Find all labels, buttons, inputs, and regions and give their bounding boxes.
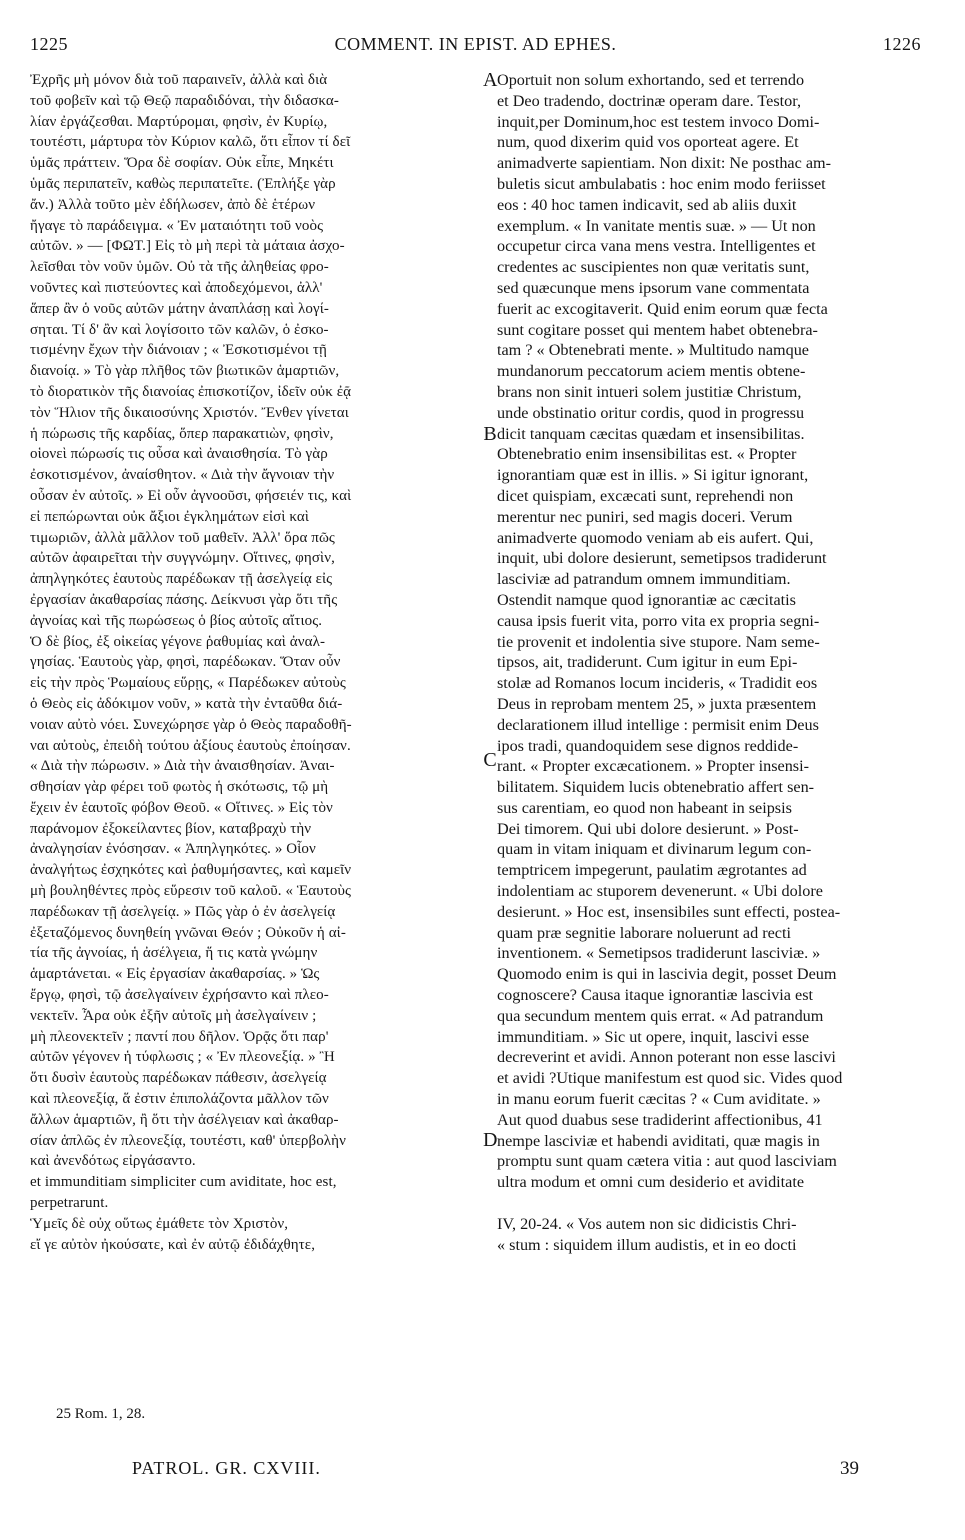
greek-text-line: αὐτῶν ἀφαιρεῖται τὴν συγγνώμην. Οἵτινες, φησὶν,	[30, 550, 335, 567]
greek-text-line: αὐτῶν. » — [ΦΩΤ.] Εἰς τὸ μὴ περὶ τὰ μάταια ἀσχο-	[30, 238, 345, 255]
greek-text-line: καὶ πλεονεξίᾳ, ἅ ἐστιν ἐπιπολάζοντα μᾶλλον τῶν	[30, 1091, 329, 1108]
latin-text-line: tie provenit et indolentia sive stupore. Nam seme-	[497, 632, 820, 651]
greek-text-line: σηται. Τί δ' ἂν καὶ λογίσοιτο τῶν καλῶν, ὁ ἐσκο-	[30, 321, 329, 338]
latin-text-line: desierunt. » Hoc est, insensibiles sunt effecti, postea-	[497, 902, 841, 921]
latin-text-line: in manu eorum fuerit cæcitas ? « Cum aviditate. »	[497, 1090, 821, 1109]
latin-text-line: unde obstinatio oritur cordis, quod in progressu	[497, 403, 805, 422]
greek-text-line: ναι αὐτοὺς, ἐπειδὴ τούτου ἀξίους ἑαυτοὺς ἐποίησαν.	[30, 737, 351, 754]
latin-text-line: tam ? « Obtenebrati mente. » Multitudo namque	[497, 341, 809, 360]
margin-marker-d: D	[483, 1129, 498, 1151]
greek-text-line: σθησίαν γὰρ φέρει τοῦ φωτὸς ἡ σκότωσις, τῷ μὴ	[30, 779, 329, 796]
running-head	[30, 34, 921, 58]
margin-marker-a: A	[483, 69, 498, 91]
latin-text-line: indolentiam ac stuporem devenerunt. « Ubi dolore	[497, 882, 823, 901]
greek-text-line: νεκτεῖν. Ἆρα οὐκ ἐξῆν αὐτοῖς μὴ ἀσελγαίνειν ;	[30, 1007, 317, 1024]
latin-text-line: immunditiam. » Sic ut opere, inquit, lascivi esse	[497, 1027, 810, 1046]
latin-text-line: Ostendit namque quod ignorantiæ ac cæcitatis	[497, 590, 796, 609]
latin-text-line: mundanorum peccatorum aciem mentis obtene-	[497, 362, 806, 381]
greek-text-line: νοιαν αὐτὸ νόει. Συνεχώρησε γὰρ ὁ Θεὸς παραδοθῆ-	[30, 716, 352, 733]
latin-text-line: animadverte sapientiam. Non dixit: Ne posthac am-	[497, 154, 831, 173]
latin-text-line: credentes ac suscipientes non quæ veritatis sunt,	[497, 258, 810, 277]
running-title: COMMENT. IN EPIST. AD EPHES.	[334, 34, 617, 54]
latin-text-line: lasciviæ ad patrandum omnem immunditiam.	[497, 570, 791, 589]
footnote: 25 Rom. 1, 28.	[56, 1406, 146, 1422]
latin-text-line: buletis sicut ambulabatis : hoc enim modo feriisset	[497, 174, 826, 193]
greek-text-line: λεῖσθαι τὸν νοῦν ὑμῶν. Οὐ τὰ τῆς ἀληθείας φρο-	[30, 259, 329, 276]
latin-text-line: eos : 40 hoc tamen indicavit, sed ab aliis duxit	[497, 195, 797, 214]
left-column-number: 1225	[30, 34, 68, 54]
greek-text-line: ἅπερ ἂν ὁ νοῦς αὐτῶν μάτην ἀναπλάσῃ καὶ λογί-	[30, 300, 329, 317]
greek-text-line: οὖσαν ἐν αὐτοῖς. » Εἰ οὖν ἀγνοοῦσι, φήσειέν τις, καὶ	[30, 487, 352, 504]
greek-text-line: τισμένην ἔχων τὴν διάνοιαν ; « Ἐσκοτισμένοι τῇ	[30, 342, 327, 359]
latin-text-line	[497, 1193, 936, 1214]
latin-text-line: occupetur circa vana mens vestra. Intelligentes et	[497, 237, 816, 256]
latin-text-line: Obtenebratio enim insensibilitas est. « Propter	[497, 445, 797, 464]
greek-text-line: ὑμᾶς περιπατεῖν, καθὼς περιπατεῖτε. (Ἐπλήξε γὰρ	[30, 175, 336, 192]
latin-text-line: et avidi ?Utique manifestum est quod sic. Vides quod	[497, 1069, 843, 1088]
latin-text-line: sunt cogitare posset qui mentem habet obtenebra-	[497, 320, 818, 339]
text-columns	[30, 70, 936, 1318]
greek-text-line: μὴ πλεονεκτεῖν ; παντί που δῆλον. Ὁρᾷς ὅτι παρ'	[30, 1028, 329, 1045]
greek-text-line: ἀναλγησίαν ἐνόσησαν. « Ἀπηλγηκότες. » Οἷον	[30, 841, 316, 858]
margin-marker-b: B	[483, 423, 497, 445]
latin-text-line: temptricem impegerunt, paulatim ægrotantes ad	[497, 861, 807, 880]
latin-text-line: promptu sunt quam cætera vitia : aut quod lasciviam	[497, 1152, 837, 1171]
greek-text-line: ἀναλγήτως ἐσχηκότες καὶ ῥαθυμήσαντες, καὶ καμεῖν	[30, 862, 352, 879]
greek-text-line: αὐτῶν γέγονεν ἡ τύφλωσις ; « Ἐν πλεονεξίᾳ. » Ἢ	[30, 1049, 335, 1066]
greek-text-line: perpetrarunt.	[30, 1195, 109, 1212]
latin-text-line: decreverint et avidi. Annon poterant non esse lascivi	[497, 1048, 836, 1067]
latin-text-line: Oportuit non solum exhortando, sed et terrendo	[497, 71, 805, 89]
latin-text-line: inquit, ubi dolore desierunt, semetipsos tradiderunt	[497, 549, 827, 568]
latin-text-line: exemplum. « In vanitate mentis suæ. » — Ut non	[497, 216, 816, 235]
latin-text-line: rant. « Propter excæcationem. » Propter insensi-	[497, 757, 809, 776]
greek-text-line: παράνομον ἐξοκείλαντες βίον, καταβραχὺ τὴν	[30, 820, 312, 837]
greek-text-line: τουτέστι, μάρτυρα τὸν Κύριον καλῶ, ὅτι εἶπον τί δεῖ	[30, 134, 351, 151]
page-number: 39	[840, 1458, 859, 1479]
latin-text-line: inquit,per Dominum,hoc est testem invoco Domi-	[497, 112, 820, 131]
greek-text-line: ἀγνοίας καὶ τῆς πωρώσεως ὁ βίος αὐτοῖς αἴτιος.	[30, 612, 323, 629]
latin-text-line: nempe lasciviæ et habendi aviditati, quæ magis in	[497, 1131, 820, 1150]
greek-text-line: ὑμᾶς πράττειν. Ὅρα δὲ σοφίαν. Οὐκ εἶπε, Μηκέτι	[30, 155, 334, 172]
latin-text-line: brans non sinit intueri solem justitiæ Christum,	[497, 382, 802, 401]
greek-text-line: ἄν.) Ἀλλὰ τοῦτο μὲν ἐδήλωσεν, ἀπὸ δὲ ἑτέρων	[30, 196, 316, 213]
latin-text-line: ignorantiam quæ est in illis. » Si igitur ignorant,	[497, 466, 809, 485]
latin-text-line: Aut quod duabus sese tradiderint affectionibus, 41	[497, 1110, 823, 1129]
greek-text-line: « Διὰ τὴν πώρωσιν. » Διὰ τὴν ἀναισθησίαν. Ἀναι-	[30, 758, 335, 775]
greek-text-line: εἴ γε αὐτὸν ἠκούσατε, καὶ ἐν αὐτῷ ἐδιδάχθητε,	[30, 1236, 316, 1253]
latin-text-line: sus carentiam, eo quod non habeant in seipsis	[497, 798, 792, 817]
latin-text-line: et Deo tradendo, doctrinæ operam dare. Testor,	[497, 91, 802, 110]
greek-text-line: Ὁ δὲ βίος, ἐξ οἰκείας γέγονε ῥαθυμίας καὶ ἀναλ-	[30, 633, 326, 650]
greek-text-line: τὸν Ἥλιον τῆς δικαιοσύνης Χριστόν. Ἔνθεν γίνεται	[30, 404, 349, 421]
latin-text-line: ultra modum et omni cum desiderio et aviditate	[497, 1173, 805, 1192]
greek-text-line: λίαν ἐργάζεσθαι. Μαρτύρομαι, φησὶν, ἐν Κυρίῳ,	[30, 113, 328, 130]
right-column-number: 1226	[883, 34, 921, 54]
greek-text-line: οἱονεὶ πώρωσίς τις οὖσα καὶ ἀναισθησία. Τὸ γὰρ	[30, 446, 328, 463]
greek-text-line: ἐσκοτισμένον, ἀναίσθητον. « Διὰ τὴν ἄγνοιαν τὴν	[30, 467, 335, 484]
greek-text-line: ὅτι δυσὶν ἑαυτοὺς παρέδωκαν πάθεσιν, ἀσελγείᾳ	[30, 1070, 327, 1087]
latin-text-line: quam in vitam iniquam et divinarum legum con-	[497, 840, 812, 859]
greek-text-line: τοῦ φοβεῖν καὶ τῷ Θεῷ παραδιδόναι, τὴν διδασκα-	[30, 92, 339, 109]
greek-text-line: ἤγαγε τὸ παράδειγμα. « Ἐν ματαιότητι τοῦ νοὸς	[30, 217, 324, 234]
margin-marker-c: C	[483, 749, 497, 771]
greek-text-line: τία τῆς ἀγνοίας, ἡ ἀσέλγεια, ἥ τις κατὰ γνώμην	[30, 945, 318, 962]
greek-text-line: τιμωριῶν, ἀλλὰ μᾶλλον τοῦ μαθεῖν. Ἀλλ' ὅρα πῶς	[30, 529, 335, 546]
latin-text-line: dicet quispiam, excæcati sunt, reprehendi non	[497, 486, 794, 505]
latin-text-line: fuerit ac excogitaverit. Quid enim eorum quæ fecta	[497, 299, 828, 318]
greek-text-line: ἀπηλγηκότες ἑαυτοὺς παρέδωκαν τῇ ἀσελγείᾳ εἰς	[30, 571, 333, 588]
latin-text-line: cognoscere? Causa itaque ignorantiæ lascivia est	[497, 986, 813, 1005]
greek-text-line: ἔργῳ, φησὶ, τῷ ἀσελγαίνειν ἐχρήσαντο καὶ πλεο-	[30, 987, 329, 1004]
latin-text-line: bilitatem. Siquidem lucis obtenebratio affert sen-	[497, 778, 815, 797]
greek-text-line: εἰ πεπώρωνται οὐκ ἄξιοι ἐγκλημάτων εἰσὶ καὶ	[30, 508, 309, 525]
latin-text-line: qua secundum mentem quis errat. « Ad patrandum	[497, 1006, 824, 1025]
greek-column	[30, 70, 482, 1255]
latin-text-line: inventionem. « Semetipsos tradiderunt lasciviæ. »	[497, 944, 821, 963]
latin-text-line: ipos tradi, quandoquidem sese dignos reddide-	[497, 736, 799, 755]
greek-text-line: νοῦντες καὶ πιστεύοντες καὶ ἀποδεχόμενοι, ἀλλ'	[30, 279, 323, 296]
greek-text-line: γησίας. Ἑαυτοὺς γὰρ, φησὶ, παρέδωκαν. Ὅταν οὖν	[30, 654, 341, 671]
latin-text-line: Deus in reprobam mentem 25, » juxta præsentem	[497, 694, 817, 713]
latin-text-line: stolæ ad Romanos locum incideris, « Tradidit eos	[497, 674, 818, 693]
latin-text-line: « stum : siquidem illum audistis, et in eo docti	[497, 1235, 797, 1254]
latin-text-line: causa ipsis fuerit vita, porro vita ex propria segni-	[497, 611, 820, 630]
latin-column	[497, 70, 936, 1255]
latin-text-line: tipsos, ait, tradiderunt. Cum igitur in eum Epi-	[497, 653, 798, 672]
greek-text-line: Ἐχρῆς μὴ μόνον διὰ τοῦ παραινεῖν, ἀλλὰ καὶ διὰ	[30, 72, 328, 88]
greek-text-line: καὶ ἀνενδότως εἰργάσαντο.	[30, 1153, 196, 1170]
latin-text-line: dicit tanquam cæcitas quædam et insensibilitas.	[497, 424, 805, 443]
greek-text-line: σίαν ἁπλῶς ἐν πλεονεξίᾳ, τουτέστι, καθ' ὑπερβολὴν	[30, 1132, 346, 1149]
latin-text-line: Quomodo enim is qui in lascivia degit, posset Deum	[497, 965, 837, 984]
latin-text-line: num, quod dixerim quid vos oporteat agere. Et	[497, 133, 799, 152]
greek-text-line: διανοίᾳ. » Τὸ γὰρ πλῆθος τῶν βιωτικῶν ἁμαρτιῶν,	[30, 363, 340, 380]
latin-text-line: sed quæcunque mens ipsorum vane commentata	[497, 278, 810, 297]
greek-text-line: ἡ πώρωσις τῆς καρδίας, ὅπερ παρακατιὼν, φησὶν,	[30, 425, 334, 442]
greek-text-line: ἔχειν ἐν ἑαυτοῖς φόβον Θεοῦ. « Οἵτινες. » Εἰς τὸν	[30, 799, 333, 816]
latin-text-line: quam præ segnitie laborare noluerunt ad recti	[497, 923, 791, 942]
greek-text-line: ὁ Θεὸς εἰς ἀδόκιμον νοῦν, » κατὰ τὴν ἐνταῦθα διά-	[30, 695, 343, 712]
latin-text-line: animadverte quomodo veniam ab eis aufert. Qui,	[497, 528, 814, 547]
latin-text-line: declarationem illud intellige : permisit enim Deus	[497, 715, 819, 734]
latin-text-line: Dei timorem. Qui ubi dolore desierunt. » Post-	[497, 819, 799, 838]
greek-text-line: et immunditiam simpliciter cum aviditate, hoc est,	[30, 1174, 337, 1191]
greek-text-line: Ὑμεῖς δὲ οὐχ οὕτως ἐμάθετε τὸν Χριστὸν,	[30, 1215, 289, 1232]
latin-text-line: merentur nec puniri, sed magis doceri. Verum	[497, 507, 793, 526]
greek-text-line: μὴ βουληθέντες πρὸς εὕρεσιν τοῦ καλοῦ. « Ἑαυτοὺς	[30, 883, 352, 900]
greek-text-line: ἐξεταζόμενος δυνηθείη γνῶναι Θεόν ; Οὐκοῦν ἡ αἰ-	[30, 924, 346, 941]
greek-text-line: τὸ διορατικὸν τῆς διανοίας ἐπισκοτίζον, ἰδεῖν οὐκ ἐᾷ	[30, 383, 352, 400]
greek-text-line: ἁμαρτάνεται. « Εἰς ἐργασίαν ἀκαθαρσίας. » Ὡς	[30, 966, 320, 983]
greek-text-line: ἐργασίαν ἀκαθαρσίας πάσης. Δείκνυσι γὰρ ὅτι τῆς	[30, 591, 338, 608]
greek-text-line: εἰς τὴν πρὸς Ῥωμαίους εὕρῃς, « Παρέδωκεν αὐτοὺς	[30, 675, 346, 692]
greek-text-line: παρέδωκαν τῇ ἀσελγείᾳ. » Πῶς γὰρ ὁ ἐν ἀσελγείᾳ	[30, 903, 336, 920]
latin-text-line: IV, 20-24. « Vos autem non sic didicistis Chri-	[497, 1214, 797, 1233]
volume-signature: PATROL. GR. CXVIII.	[132, 1458, 321, 1478]
greek-text-line: ἄλλων ἁμαρτιῶν, ἢ ὅτι τὴν ἀσέλγειαν καὶ ἀκαθαρ-	[30, 1111, 339, 1128]
